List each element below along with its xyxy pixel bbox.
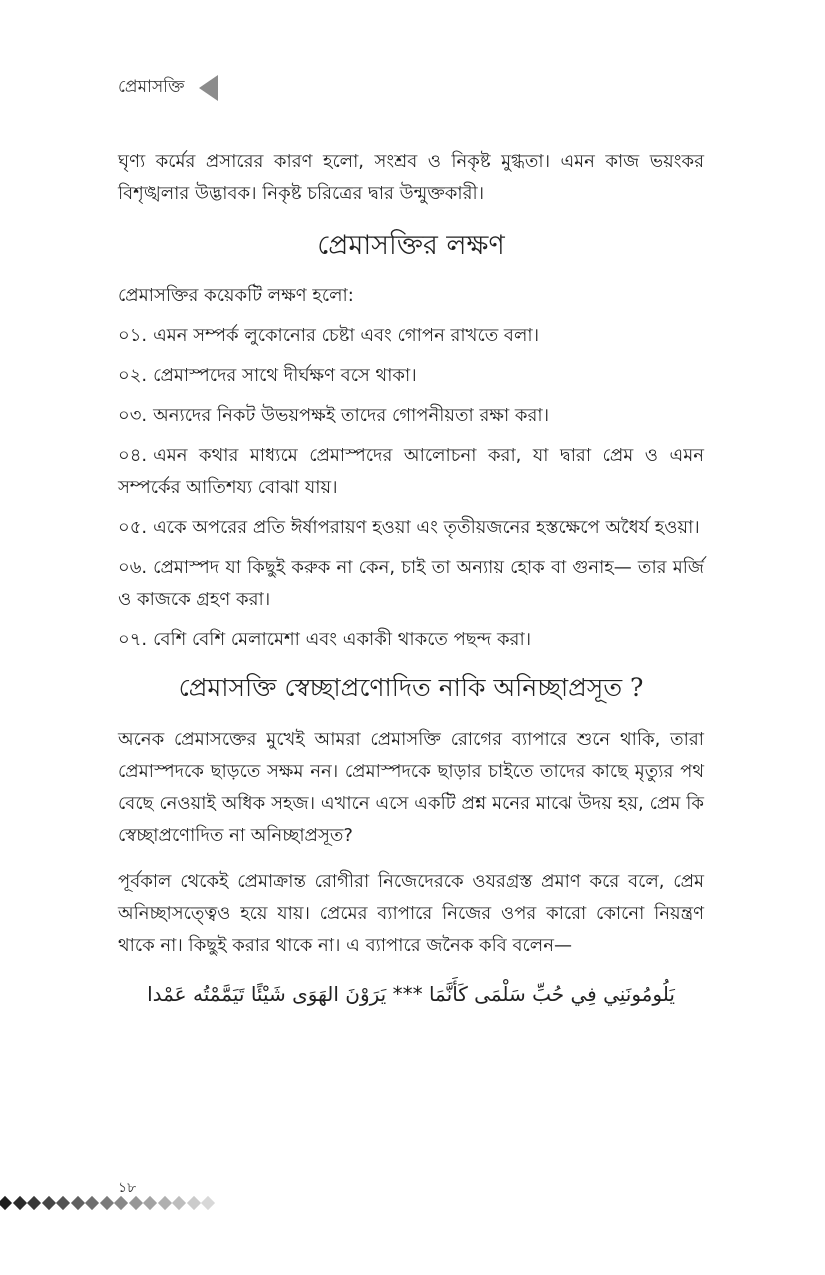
- page-body: [118, 146, 704, 1012]
- list-item-text: একে অপরের প্রতি ঈর্ষাপরায়ণ হওয়া এং তৃতীয়জনের হস্তক্ষেপে অধৈর্য হওয়া।: [153, 517, 700, 538]
- diamond-icon: [41, 1196, 55, 1210]
- diamond-icon: [201, 1196, 215, 1210]
- diamond-ornament: [0, 1198, 218, 1208]
- diamond-icon: [186, 1196, 200, 1210]
- diamond-icon: [114, 1196, 128, 1210]
- list-item-number: ০২.: [118, 365, 148, 386]
- diamond-icon: [128, 1196, 142, 1210]
- page-number: ১৮: [118, 1180, 137, 1196]
- list-item: [118, 320, 704, 352]
- list-item-number: ০৫.: [118, 517, 148, 538]
- running-header: [118, 74, 218, 102]
- list-item: [118, 512, 704, 544]
- list-item-number: ০৩.: [118, 405, 148, 426]
- list-intro: প্রেমাসক্তির কয়েকটি লক্ষণ হলো:: [118, 285, 354, 306]
- diamond-icon: [70, 1196, 84, 1210]
- triangle-marker-icon: [199, 75, 218, 101]
- list-item-text: প্রেমাস্পদ যা কিছুই করুক না কেন, চাই তা অন্যায় হোক বা গুনাহ— তার মর্জি ও কাজকে গ্রহণ করা।: [118, 557, 704, 610]
- arabic-verse: يَلُومُونَنِي فِي حُبِّ سَلْمَى كَأَنَّمَا *** يَرَوْنَ الهَوَى شَيْئًا تَيَمَّمْتُه عَمْدا: [147, 982, 675, 1006]
- list-item: [118, 360, 704, 392]
- list-item-text: প্রেমাস্পদের সাথে দীর্ঘক্ষণ বসে থাকা।: [153, 365, 417, 386]
- intro-paragraph: ঘৃণ্য কর্মের প্রসারের কারণ হলো, সংশ্রব ও নিকৃষ্ট মুগ্ধতা। এমন কাজ ভয়ংকর বিশৃঙ্খলার উদ্ভাবক। নিকৃষ্ট চরিত্রের দ্বার উন্মুক্তকারী।: [118, 151, 704, 204]
- diamond-icon: [172, 1196, 186, 1210]
- list-item: [118, 552, 704, 616]
- list-item-text: অন্যদের নিকট উভয়পক্ষই তাদের গোপনীয়তা রক্ষা করা।: [153, 405, 550, 426]
- diamond-icon: [143, 1196, 157, 1210]
- list-item-text: এমন সম্পর্ক লুকোনোর চেষ্টা এবং গোপন রাখতে বলা।: [153, 325, 540, 346]
- running-title: প্রেমাসক্তি: [118, 77, 185, 97]
- diamond-icon: [99, 1196, 113, 1210]
- list-item-number: ০৪.: [118, 445, 148, 466]
- list-item-number: ০১.: [118, 325, 148, 346]
- list-item: [118, 624, 704, 656]
- diamond-icon: [56, 1196, 70, 1210]
- list-item-number: ০৬.: [118, 557, 148, 578]
- diamond-icon: [157, 1196, 171, 1210]
- list-item-text: এমন কথার মাধ্যমে প্রেমাস্পদের আলোচনা করা, যা দ্বারা প্রেম ও এমন সম্পর্কের আতিশয্য বোঝা যায়।: [118, 445, 704, 498]
- diamond-icon: [12, 1196, 26, 1210]
- list-item: [118, 440, 704, 504]
- section-heading-symptoms: প্রেমাসক্তির লক্ষণ: [317, 230, 505, 261]
- list-item-text: বেশি বেশি মেলামেশা এবং একাকী থাকতে পছন্দ করা।: [153, 629, 532, 650]
- body-paragraph: পূর্বকাল থেকেই প্রেমাক্রান্ত রোগীরা নিজেদেরকে ওযরগ্রস্ত প্রমাণ করে বলে, প্রেম অনিচ্ছাসত্ত্বেও হয়ে যায়। প্রেমের ব্যাপারে নিজের ওপর কারো কোনো নিয়ন্ত্রণ থাকে না। কিছুই করার থাকে না। এ ব্যাপারে জনৈক কবি বলেন—: [118, 871, 704, 956]
- body-paragraph: অনেক প্রেমাসক্তের মুখেই আমরা প্রেমাসক্তি রোগের ব্যাপারে শুনে থাকি, তারা প্রেমাস্পদকে ছাড়তে সক্ষম নন। প্রেমাস্পদকে ছাড়ার চাইতে তাদের কাছে মৃত্যুর পথ বেছে নেওয়াই অধিক সহজ। এখানে এসে একটি প্রশ্ন মনের মাঝে উদয় হয়, প্রেম কি স্বেচ্ছাপ্রণোদিত না অনিচ্ছাপ্রসূত?: [118, 729, 704, 846]
- diamond-icon: [0, 1196, 12, 1210]
- section-heading-question: প্রেমাসক্তি স্বেচ্ছাপ্রণোদিত নাকি অনিচ্ছাপ্রসূত ?: [178, 673, 644, 702]
- symptom-list: [118, 320, 704, 656]
- list-item-number: ০৭.: [118, 629, 148, 650]
- diamond-icon: [85, 1196, 99, 1210]
- diamond-icon: [27, 1196, 41, 1210]
- list-item: [118, 400, 704, 432]
